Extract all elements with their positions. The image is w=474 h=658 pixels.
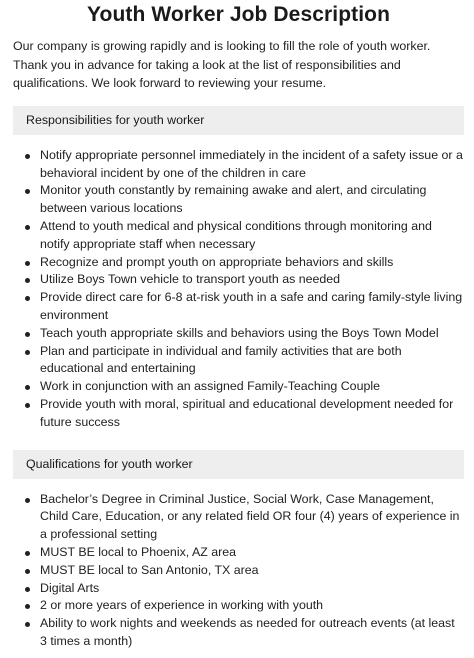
- list-item: [40, 343, 464, 379]
- list-item-text: Digital Arts: [40, 580, 100, 595]
- responsibilities-list: [13, 147, 464, 432]
- list-item: [40, 271, 464, 289]
- bullet-icon: [25, 332, 30, 337]
- list-item-text: 2 or more years of experience in working with youth: [40, 598, 324, 613]
- list-item-text: Attend to youth medical and physical conditions through monitoring and notify appropriate staff when necessary: [40, 218, 432, 251]
- list-item-text: MUST BE local to San Antonio, TX area: [40, 562, 259, 577]
- bullet-icon: [25, 261, 30, 266]
- qualifications-list: [13, 491, 464, 651]
- list-item: [40, 378, 464, 396]
- list-item: [40, 615, 464, 651]
- list-item: [40, 544, 464, 562]
- bullet-icon: [25, 278, 30, 283]
- list-item: [40, 580, 464, 598]
- list-item: [40, 396, 464, 432]
- list-item: [40, 491, 464, 544]
- list-item: [40, 289, 464, 325]
- responsibilities-heading: Responsibilities for youth worker: [13, 106, 464, 135]
- bullet-icon: [25, 498, 30, 503]
- bullet-icon: [25, 403, 30, 408]
- list-item-text: MUST BE local to Phoenix, AZ area: [40, 544, 237, 559]
- bullet-icon: [25, 189, 30, 194]
- list-item-text: Provide youth with moral, spiritual and educational development needed for future success: [40, 396, 454, 429]
- bullet-icon: [25, 587, 30, 592]
- list-item-text: Provide direct care for 6-8 at-risk youth in a safe and caring family-style living environment: [40, 290, 463, 322]
- bullet-icon: [25, 154, 30, 159]
- list-item-text: Bachelor’s Degree in Criminal Justice, Social Work, Case Management, Child Care, Education, or any related field OR four (4) years of experience in a professional setting: [40, 491, 460, 542]
- bullet-icon: [25, 604, 30, 609]
- list-item-text: Notify appropriate personnel immediately in the incident of a safety issue or a behavioral incident by one of the children in care: [40, 147, 463, 180]
- list-item-text: Monitor youth constantly by remaining awake and alert, and circulating between various locations: [40, 183, 427, 216]
- bullet-icon: [25, 622, 30, 627]
- list-item: [40, 597, 464, 615]
- list-item-text: Plan and participate in individual and family activities that are both educational and entertaining: [40, 343, 402, 376]
- qualifications-heading: Qualifications for youth worker: [13, 450, 464, 479]
- list-item-text: Work in conjunction with an assigned Family-Teaching Couple: [40, 379, 380, 394]
- intro-paragraph: Our company is growing rapidly and is looking to fill the role of youth worker. Thank you in advance for taking a look at the list of responsibilities and qualifications. We look forward to reviewing your resume.: [13, 39, 431, 91]
- bullet-icon: [25, 296, 30, 301]
- page-title: Youth Worker Job Description: [86, 3, 391, 26]
- list-item: [40, 254, 464, 272]
- list-item: [40, 218, 464, 254]
- bullet-icon: [25, 385, 30, 390]
- list-item: [40, 147, 464, 183]
- list-item-text: Ability to work nights and weekends as needed for outreach events (at least 3 times a month): [40, 616, 455, 648]
- list-item-text: Utilize Boys Town vehicle to transport youth as needed: [40, 272, 341, 287]
- list-item-text: Teach youth appropriate skills and behaviors using the Boys Town Model: [40, 325, 439, 340]
- bullet-icon: [25, 225, 30, 230]
- list-item-text: Recognize and prompt youth on appropriate behaviors and skills: [40, 254, 394, 269]
- bullet-icon: [25, 350, 30, 355]
- list-item: [40, 182, 464, 218]
- list-item: [40, 325, 464, 343]
- bullet-icon: [25, 569, 30, 574]
- list-item: [40, 562, 464, 580]
- bullet-icon: [25, 551, 30, 556]
